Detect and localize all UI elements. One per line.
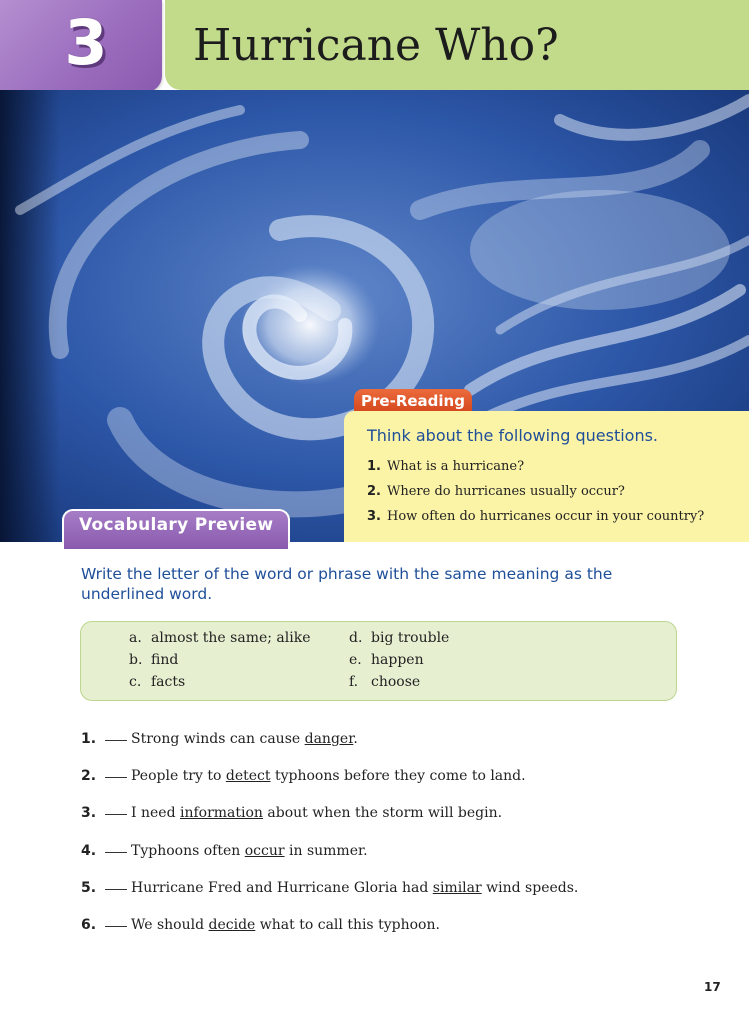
answer-blank[interactable] [105, 777, 127, 778]
answer-blank[interactable] [105, 852, 127, 853]
title-bar [165, 0, 749, 90]
answer-blank[interactable] [105, 889, 127, 890]
chapter-tab [0, 0, 162, 92]
exercise-item: 4. Typhoons often occur in summer. [81, 843, 368, 859]
exercise-item: 6. We should decide what to call this typhoon. [81, 917, 440, 933]
vocabulary-preview-tab: Vocabulary Preview [62, 509, 290, 549]
answer-blank[interactable] [105, 926, 127, 927]
pre-reading-box [344, 411, 749, 542]
word-option: e. happen [349, 652, 424, 668]
page-number: 17 [704, 980, 721, 994]
page-title: Hurricane Who? [193, 20, 559, 71]
underlined-word: danger [304, 731, 354, 747]
underlined-word: occur [244, 843, 285, 859]
exercise-item: 5. Hurricane Fred and Hurricane Gloria had similar wind speeds. [81, 880, 579, 896]
pre-reading-question: 1. What is a hurricane? [367, 459, 525, 474]
underlined-word: decide [208, 917, 256, 933]
word-option: a. almost the same; alike [129, 630, 311, 646]
underlined-word: similar [432, 880, 482, 896]
word-option: c. facts [129, 674, 186, 690]
underlined-word: information [179, 805, 263, 821]
word-bank [80, 621, 677, 701]
exercise-item: 1. Strong winds can cause danger. [81, 731, 358, 747]
word-option: f. choose [349, 674, 421, 690]
chapter-number: 3 [64, 6, 108, 79]
pre-reading-heading: Think about the following questions. [367, 426, 659, 445]
pre-reading-question: 2. Where do hurricanes usually occur? [367, 484, 625, 499]
word-option: d. big trouble [349, 630, 450, 646]
exercise-item: 2. People try to detect typhoons before they come to land. [81, 768, 526, 784]
underlined-word: detect [225, 768, 271, 784]
exercise-item: 3. I need information about when the storm will begin. [81, 805, 503, 821]
word-option: b. find [129, 652, 179, 668]
answer-blank[interactable] [105, 814, 127, 815]
pre-reading-tab: Pre-Reading [354, 389, 472, 415]
answer-blank[interactable] [105, 740, 127, 741]
vocabulary-instructions: Write the letter of the word or phrase with the same meaning as the underlined word. [81, 565, 613, 603]
pre-reading-question: 3. How often do hurricanes occur in your country? [367, 509, 705, 524]
